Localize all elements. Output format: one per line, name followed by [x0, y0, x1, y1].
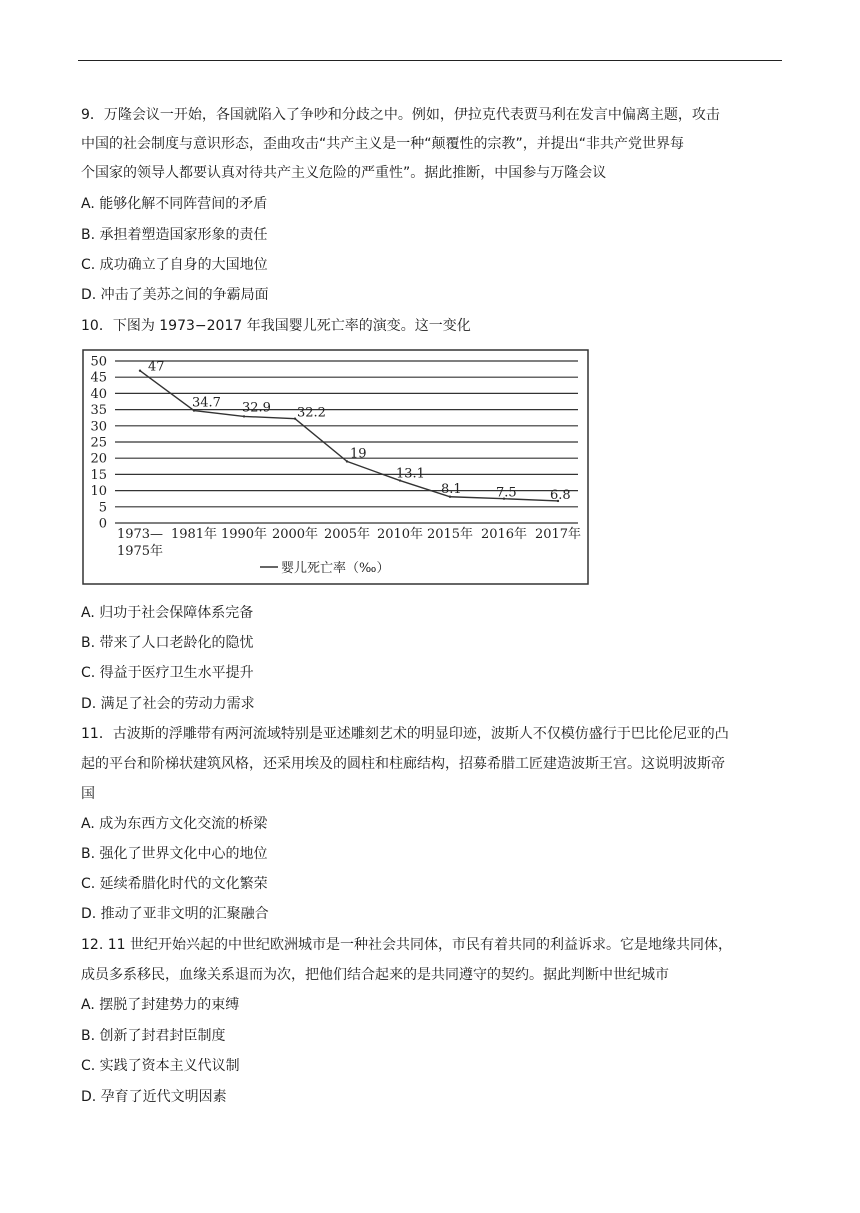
y-tick-label: 20 — [90, 451, 107, 467]
x-tick-label: 1981年 — [170, 527, 218, 542]
x-tick-label: 1975年 — [116, 544, 164, 559]
q12-stem-line-1: 12. 11 世纪开始兴起的中世纪欧洲城市是一种社会共同体，市民有着共同的利益诉求。它是地缘共同体， — [81, 937, 732, 953]
y-tick-label: 45 — [90, 370, 107, 386]
q9-option-d[interactable]: D. 冲击了美苏之间的争霸局面 — [81, 287, 269, 303]
series-line-infant-mortality — [140, 371, 558, 501]
x-tick-label: 2017年 — [534, 527, 582, 542]
x-tick-label: 2000年 — [271, 527, 319, 542]
data-label: 19 — [350, 446, 367, 462]
data-label: 32.2 — [297, 405, 326, 421]
y-tick-label: 10 — [90, 484, 107, 500]
q9-option-c[interactable]: C. 成功确立了自身的大国地位 — [81, 257, 268, 273]
q9-stem-line-3: 个国家的领导人都要认真对待共产主义危险的严重性”。据此推断，中国参与万隆会议 — [81, 165, 607, 181]
y-tick-label: 30 — [90, 419, 107, 435]
data-point — [139, 370, 141, 372]
infant-mortality-chart — [82, 349, 589, 585]
x-tick-label: 2010年 — [376, 527, 424, 542]
y-tick-label: 15 — [90, 467, 107, 483]
q9-option-a[interactable]: A. 能够化解不同阵营间的矛盾 — [81, 196, 268, 212]
q11-stem-line-3: 国 — [81, 786, 95, 802]
q10-option-b[interactable]: B. 带来了人口老龄化的隐忧 — [81, 635, 254, 651]
data-label: 47 — [148, 359, 165, 375]
q10-option-d[interactable]: D. 满足了社会的劳动力需求 — [81, 696, 255, 712]
x-tick-label: 1990年 — [220, 527, 268, 542]
q9-stem-line-1: 9．万隆会议一开始，各国就陷入了争吵和分歧之中。例如，伊拉克代表贾马利在发言中偏离主题，攻击 — [81, 107, 720, 123]
y-tick-label: 40 — [90, 386, 107, 402]
data-point — [294, 417, 296, 419]
q10-stem: 10．下图为 1973−2017 年我国婴儿死亡率的演变。这一变化 — [81, 318, 471, 334]
q11-option-a[interactable]: A. 成为东西方文化交流的桥梁 — [81, 816, 268, 832]
data-point — [243, 415, 245, 417]
q11-option-b[interactable]: B. 强化了世界文化中心的地位 — [81, 846, 268, 862]
data-label: 7.5 — [496, 485, 517, 501]
x-tick-label: 2016年 — [480, 527, 528, 542]
q12-option-a[interactable]: A. 摆脱了封建势力的束缚 — [81, 997, 240, 1013]
q9-stem-line-2: 中国的社会制度与意识形态，歪曲攻击“共产主义是一种“颠覆性的宗教”，并提出“非共产党世界每 — [81, 136, 685, 152]
q12-option-d[interactable]: D. 孕育了近代文明因素 — [81, 1089, 227, 1105]
q12-option-b[interactable]: B. 创新了封君封臣制度 — [81, 1028, 226, 1044]
q11-stem-line-1: 11．古波斯的浮雕带有两河流域特别是亚述雕刻艺术的明显印迹，波斯人不仅模仿盛行于巴比伦尼亚的凸 — [81, 726, 729, 742]
y-tick-label: 5 — [98, 500, 107, 516]
y-tick-label: 0 — [98, 516, 107, 532]
q9-option-b[interactable]: B. 承担着塑造国家形象的责任 — [81, 227, 268, 243]
y-tick-label: 25 — [90, 435, 107, 451]
q11-stem-line-2: 起的平台和阶梯状建筑风格，还采用埃及的圆柱和柱廊结构，招募希腊工匠建造波斯王宫。这说明波斯帝 — [81, 756, 725, 772]
y-tick-label: 50 — [90, 354, 107, 370]
x-tick-label: 2015年 — [426, 527, 474, 542]
q11-option-d[interactable]: D. 推动了亚非文明的汇聚融合 — [81, 906, 269, 922]
q12-option-c[interactable]: C. 实践了资本主义代议制 — [81, 1058, 240, 1074]
data-label: 8.1 — [441, 481, 462, 497]
q10-option-a[interactable]: A. 归功于社会保障体系完备 — [81, 605, 254, 621]
q10-option-c[interactable]: C. 得益于医疗卫生水平提升 — [81, 665, 254, 681]
chart-svg — [82, 349, 589, 585]
x-tick-label: 1973— — [116, 527, 164, 542]
data-label: 6.8 — [550, 487, 571, 503]
data-point — [346, 460, 348, 462]
x-tick-label: 2005年 — [323, 527, 371, 542]
data-label: 13.1 — [396, 466, 425, 482]
header-rule — [78, 60, 782, 61]
data-label: 34.7 — [192, 395, 221, 411]
data-label: 32.9 — [242, 400, 271, 416]
legend-label: 婴儿死亡率（‰） — [281, 561, 390, 576]
q11-option-c[interactable]: C. 延续希腊化时代的文化繁荣 — [81, 876, 268, 892]
y-tick-label: 35 — [90, 403, 107, 419]
q12-stem-line-2: 成员多系移民，血缘关系退而为次，把他们结合起来的是共同遵守的契约。据此判断中世纪城市 — [81, 967, 669, 983]
